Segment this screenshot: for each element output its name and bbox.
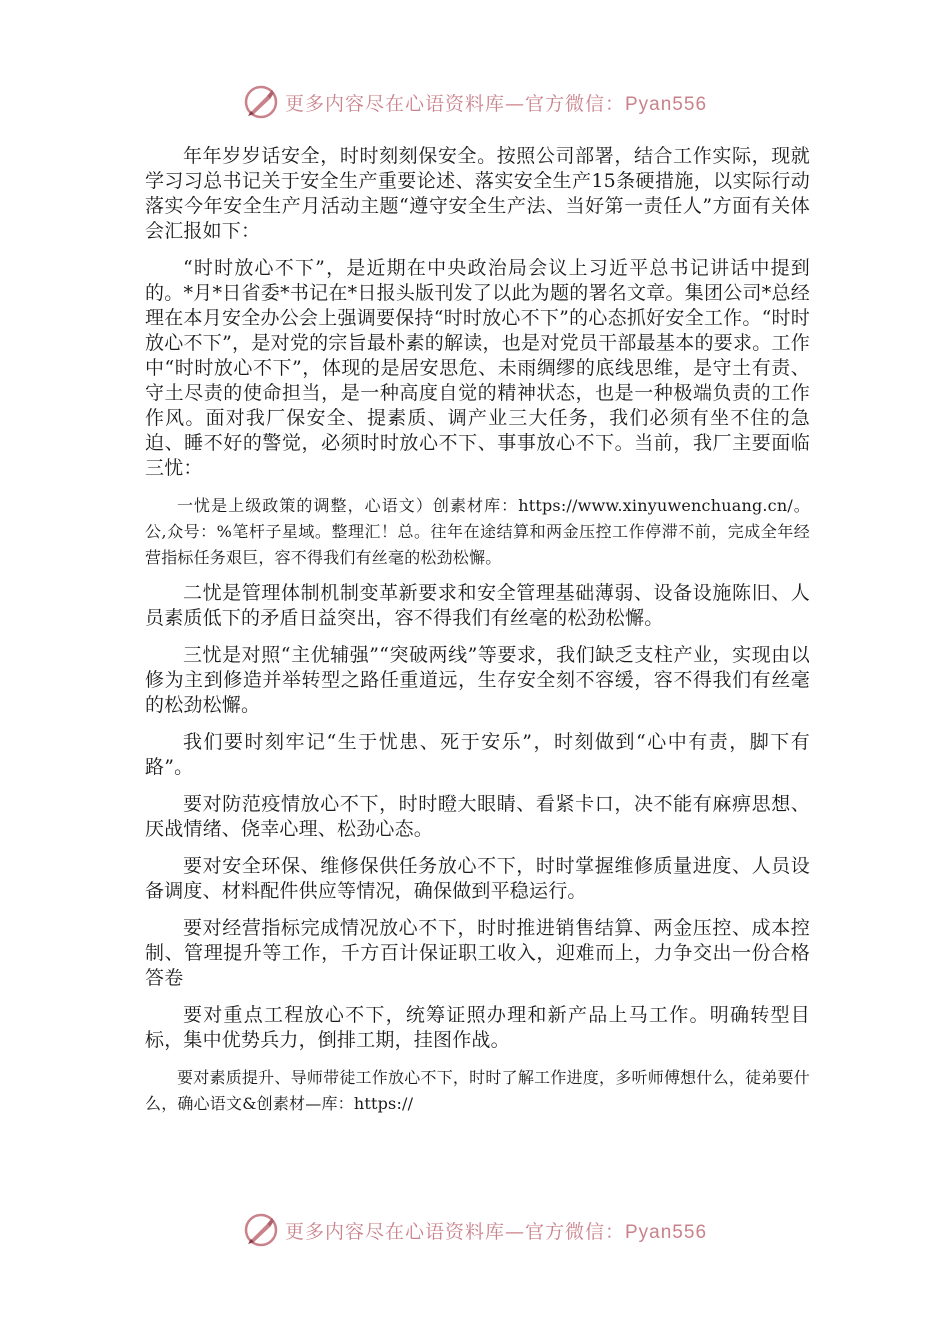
wechat-id: Pyan556 <box>625 93 708 115</box>
paragraph: 年年岁岁话安全，时时刻刻保安全。按照公司部署，结合工作实际，现就学习习总书记关于安全生产重要论述、落实安全生产15条硬措施，以实际行动落实今年安全生产月活动主题“遵守安全生产法、当好第一责任人”方面有关体会汇报如下： <box>145 145 810 242</box>
paragraph: 三忧是对照“主优辅强”“突破两线”等要求，我们缺乏支柱产业，实现由以修为主到修造并举转型之路任重道远，生存安全刻不容缓，容不得我们有丝毫的松劲松懈。 <box>145 644 810 716</box>
paragraph: 我们要时刻牢记“生于忧患、死于安乐”，时刻做到“心中有责，脚下有路”。 <box>145 731 810 778</box>
banner-text <box>285 89 707 116</box>
pen-logo-icon <box>243 84 279 120</box>
paragraph: “时时放心不下”，是近期在中央政治局会议上习近平总书记讲话中提到的。*月*日省委*书记在*日报头版刊发了以此为题的署名文章。集团公司*总经理在本月安全办公会上强调要保持“时时放心不下”的心态抓好安全工作。“时时放心不下”，是对党的宗旨最朴素的解读，也是对党员干部最基本的要求。工作中“时时放心不下”，体现的是居安思危、未雨绸缪的底线思维，是守土有责、守土尽责的使命担当，是一种高度自觉的精神状态，也是一种极端负责的工作作风。面对我厂保安全、提素质、调产业三大任务，我们必须有坐不住的急迫、睡不好的警觉，必须时时放心不下、事事放心不下。当前，我厂主要面临三忧： <box>145 257 810 479</box>
banner-label: 更多内容尽在心语资料库—官方微信： <box>284 92 625 115</box>
paragraph: 一忧是上级政策的调整，心语文）创素材库：https://www.xinyuwenchuang.cn/。公,众号：%笔杆子星域。整理汇！总。往年在途结算和两金压控工作停滞不前，完成全年经营指标任务艰巨，容不得我们有丝毫的松劲松懈。 <box>145 496 810 567</box>
wechat-id: Pyan556 <box>625 1221 708 1243</box>
paragraph: 要对重点工程放心不下，统筹证照办理和新产品上马工作。明确转型目标，集中优势兵力，倒排工期，挂图作战。 <box>145 1004 810 1051</box>
paragraph: 要对安全环保、维修保供任务放心不下，时时掌握维修质量进度、人员设备调度、材料配件供应等情况，确保做到平稳运行。 <box>145 855 810 902</box>
paragraph: 要对素质提升、导师带徒工作放心不下，时时了解工作进度，多听师傅想什么，徒弟要什么，确心语文&创素材—库：https:// <box>145 1068 810 1113</box>
banner-label: 更多内容尽在心语资料库—官方微信： <box>284 1220 625 1243</box>
paragraph: 要对防范疫情放心不下，时时瞪大眼睛、看紧卡口，决不能有麻痹思想、厌战情绪、侥幸心理、松劲心态。 <box>145 793 810 840</box>
paragraph: 二忧是管理体制机制变革新要求和安全管理基础薄弱、设备设施陈旧、人员素质低下的矛盾日益突出，容不得我们有丝毫的松劲松懈。 <box>145 582 810 629</box>
footer-banner <box>0 1210 950 1250</box>
header-banner <box>0 82 950 122</box>
paragraph: 要对经营指标完成情况放心不下，时时推进销售结算、两金压控、成本控制、管理提升等工作，千方百计保证职工收入，迎难而上，力争交出一份合格答卷 <box>145 917 810 989</box>
document-body <box>145 144 810 1127</box>
banner-text <box>285 1217 707 1244</box>
pen-logo-icon <box>243 1212 279 1248</box>
